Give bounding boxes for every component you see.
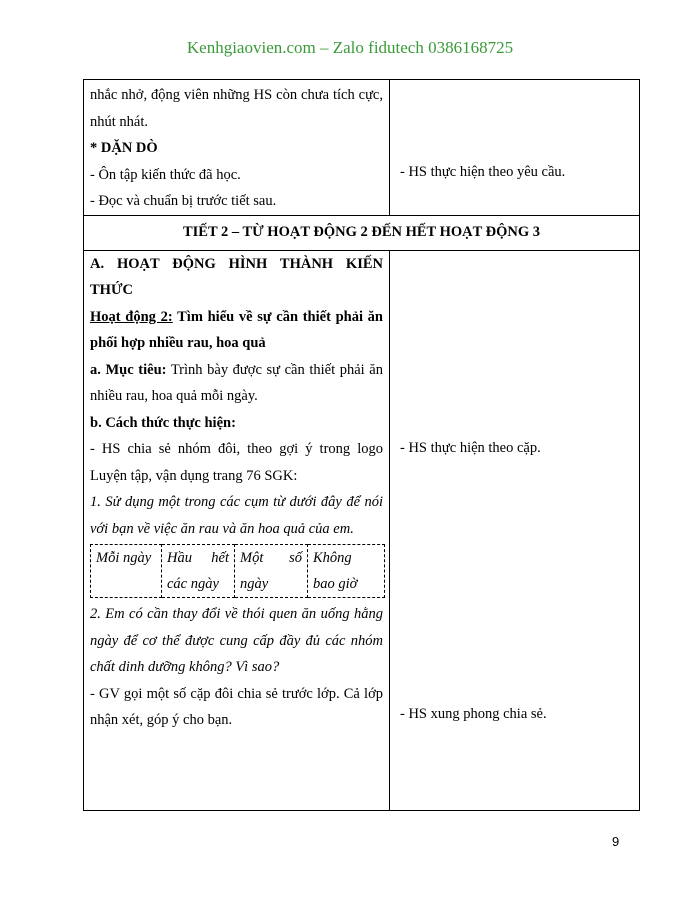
option-cell bbox=[308, 545, 385, 598]
section-title: TIẾT 2 – TỪ HOẠT ĐỘNG 2 ĐẾN HẾT HOẠT ĐỘNG 3 bbox=[84, 215, 640, 250]
option-cell bbox=[91, 545, 162, 598]
options-table bbox=[90, 544, 385, 598]
activity-heading bbox=[90, 304, 383, 357]
teacher-cell bbox=[84, 250, 390, 810]
option-text: số bbox=[289, 550, 302, 566]
option-text: hết bbox=[211, 550, 229, 566]
option-cell bbox=[235, 545, 308, 598]
table-row bbox=[84, 80, 640, 216]
option-text: Hầu bbox=[167, 550, 192, 566]
reminder-text: nhắc nhở, động viên những HS còn chưa tích cực, nhút nhát. bbox=[90, 87, 383, 130]
option-text: Không bbox=[313, 550, 352, 566]
option-text: ngày bbox=[240, 576, 269, 592]
step-text: - GV gọi một số cặp đôi chia sẻ trước lớp. Cả lớp nhận xét, góp ý cho bạn. bbox=[90, 685, 383, 728]
goal-description: Trình bày được sự cần thiết phải ăn nhiều rau, hoa quả mỗi ngày. bbox=[90, 361, 383, 404]
method-heading: b. Cách thức thực hiện: bbox=[90, 414, 236, 431]
goal-label: a. Mục tiêu: bbox=[90, 361, 167, 378]
homework-item: - Ôn tập kiến thức đã học. bbox=[90, 166, 241, 183]
option-cell bbox=[162, 545, 235, 598]
student-cell bbox=[390, 80, 640, 216]
question-2: 2. Em có cần thay đổi về thói quen ăn uống hằng ngày để cơ thể được cung cấp đầy đủ các nhóm chất dinh dưỡng không? Vì sao? bbox=[90, 606, 383, 675]
student-cell bbox=[390, 250, 640, 810]
lesson-table bbox=[83, 79, 640, 811]
question-1: 1. Sử dụng một trong các cụm từ dưới đây để nói với bạn về việc ăn rau và ăn hoa quả của em. bbox=[90, 494, 383, 537]
activity-label: Hoạt động 2: bbox=[90, 308, 173, 325]
page-header: Kenhgiaovien.com – Zalo fidutech 0386168725 bbox=[186, 38, 514, 57]
student-response: - HS xung phong chia sẻ. bbox=[400, 706, 547, 722]
table-row bbox=[84, 215, 640, 250]
option-text: bao giờ bbox=[313, 576, 358, 592]
activity-title: Tìm hiểu về sự cần thiết phải ăn phối hợp nhiều rau, hoa quả bbox=[90, 308, 383, 351]
option-text: Mỗi ngày bbox=[96, 550, 152, 566]
goal-text bbox=[90, 357, 383, 410]
teacher-cell bbox=[84, 80, 390, 216]
homework-heading: * DẶN DÒ bbox=[90, 140, 158, 156]
section-heading: A. HOẠT ĐỘNG HÌNH THÀNH KIẾN THỨC bbox=[90, 255, 383, 298]
homework-item: - Đọc và chuẩn bị trước tiết sau. bbox=[90, 193, 277, 209]
student-response: - HS thực hiện theo yêu cầu. bbox=[400, 164, 566, 180]
table-row bbox=[84, 250, 640, 810]
page-number: 9 bbox=[612, 834, 620, 849]
student-response: - HS thực hiện theo cặp. bbox=[400, 439, 541, 456]
option-text: các ngày bbox=[167, 576, 219, 592]
option-text: Một bbox=[240, 550, 264, 566]
step-text: - HS chia sẻ nhóm đôi, theo gợi ý trong logo Luyện tập, vận dụng trang 76 SGK: bbox=[90, 441, 383, 484]
